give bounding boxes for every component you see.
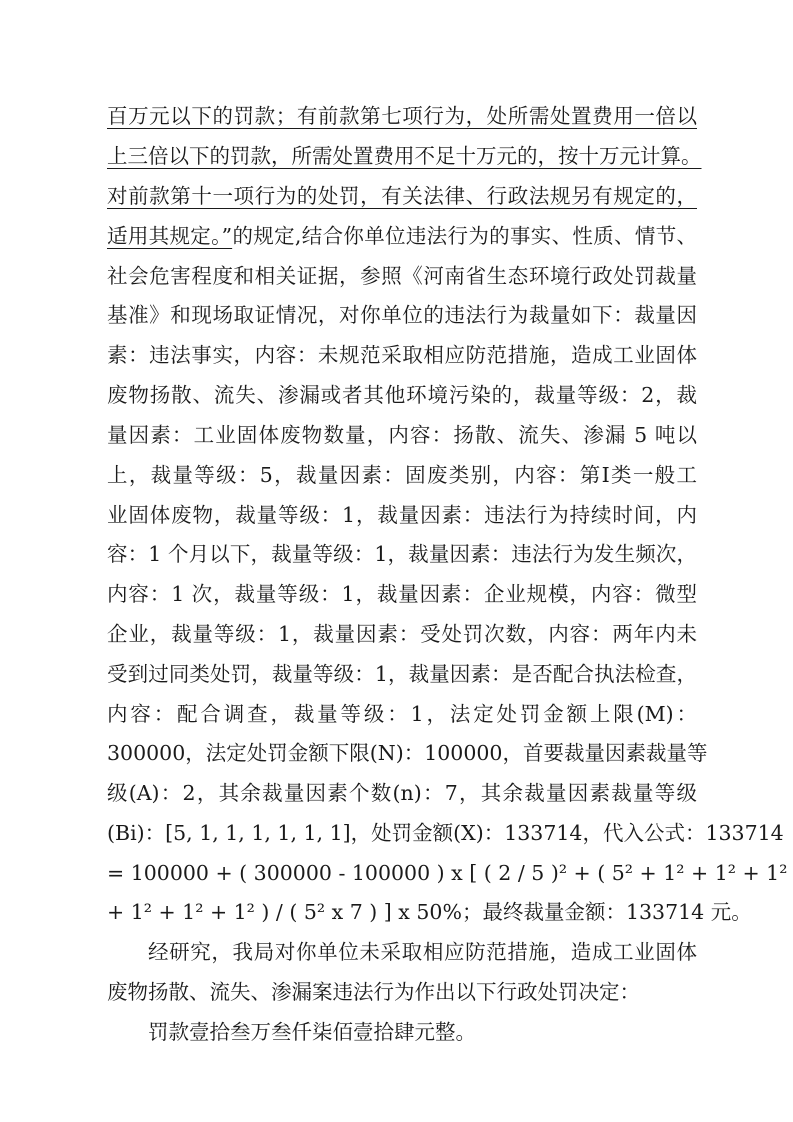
plain-text: 容：1 个月以下，裁量等级：1，裁量因素：违法行为发生频次，: [107, 542, 697, 566]
underlined-text: 对前款第十一项行为的处罚，有关法律、行政法规另有规定的，: [107, 184, 697, 208]
plain-text: 内容：配合调查，裁量等级：1，法定处罚金额上限(M)：: [107, 702, 697, 726]
penalty-decision: 罚款壹拾叁万叁仟柒佰壹拾肆元整。: [148, 1020, 476, 1044]
text-line: [107, 377, 697, 413]
text-line: [107, 258, 697, 294]
text-line: [107, 417, 697, 453]
text-line: [107, 696, 697, 732]
plain-text: 基准》和现场取证情况，对你单位的违法行为裁量如下：裁量因: [107, 303, 697, 327]
plain-text: 业固体废物，裁量等级：1，裁量因素：违法行为持续时间，内: [107, 503, 697, 527]
text-line: [107, 855, 788, 891]
plain-text: (Bi)：[5, 1, 1, 1, 1, 1, 1]，处罚金额(X)：133714，代入公式：133714: [107, 821, 784, 845]
plain-text: 的规定,结合你单位违法行为的事实、性质、情节、: [232, 224, 698, 248]
text-line: [107, 576, 697, 612]
plain-text: 级(A)：2，其余裁量因素个数(n)：7，其余裁量因素裁量等级: [107, 781, 697, 805]
text-line: [107, 138, 702, 174]
text-line: [107, 218, 697, 254]
plain-text: 量因素：工业固体废物数量，内容：扬散、流失、渗漏 5 吨以: [107, 423, 697, 447]
text-line: [107, 894, 752, 930]
text-line: [107, 815, 784, 851]
plain-text: 社会危害程度和相关证据，参照《河南省生态环境行政处罚裁量: [107, 264, 697, 288]
paragraph-line: 废物扬散、流失、渗漏案违法行为作出以下行政处罚决定：: [107, 980, 640, 1004]
underlined-text: 适用其规定。”: [107, 224, 233, 248]
text-line: [107, 457, 697, 493]
text-line: [107, 536, 697, 572]
text-line: [107, 616, 697, 652]
plain-text: 上，裁量等级：5，裁量因素：固废类别，内容：第Ⅰ类一般工: [107, 463, 697, 487]
text-line: [107, 178, 697, 214]
text-line: [107, 337, 697, 373]
text-line: [107, 98, 697, 134]
plain-text: 受到过同类处罚，裁量等级：1，裁量因素：是否配合执法检查，: [107, 662, 697, 686]
plain-text: 内容：1 次，裁量等级：1，裁量因素：企业规模，内容：微型: [107, 582, 697, 606]
text-line: [107, 735, 708, 771]
text-line: [107, 656, 697, 692]
plain-text: + 1² + 1² + 1² ) / ( 5² x 7 ) ] x 50%；最终裁量金额：133714 元。: [107, 900, 752, 924]
plain-text: 企业，裁量等级：1，裁量因素：受处罚次数，内容：两年内未: [107, 622, 697, 646]
underlined-text: 上三倍以下的罚款，所需处置费用不足十万元的，按十万元计算。: [107, 144, 702, 168]
plain-text: 废物扬散、流失、渗漏或者其他环境污染的，裁量等级：2，裁: [107, 383, 697, 407]
plain-text: 300000，法定处罚金额下限(N)：100000，首要裁量因素裁量等: [107, 741, 708, 765]
text-line: [107, 297, 697, 333]
underlined-text: 百万元以下的罚款；有前款第七项行为，处所需处置费用一倍以: [107, 104, 697, 128]
plain-text: = 100000 + ( 300000 - 100000 ) x [ ( 2 / 5 )² + ( 5² + 1² + 1² + 1²: [107, 861, 788, 885]
text-line: [107, 775, 697, 811]
plain-text: 素：违法事实，内容：未规范采取相应防范措施，造成工业固体: [107, 343, 697, 367]
paragraph-line: 经研究，我局对你单位未采取相应防范措施，造成工业固体: [148, 940, 697, 964]
text-line: [107, 497, 697, 533]
